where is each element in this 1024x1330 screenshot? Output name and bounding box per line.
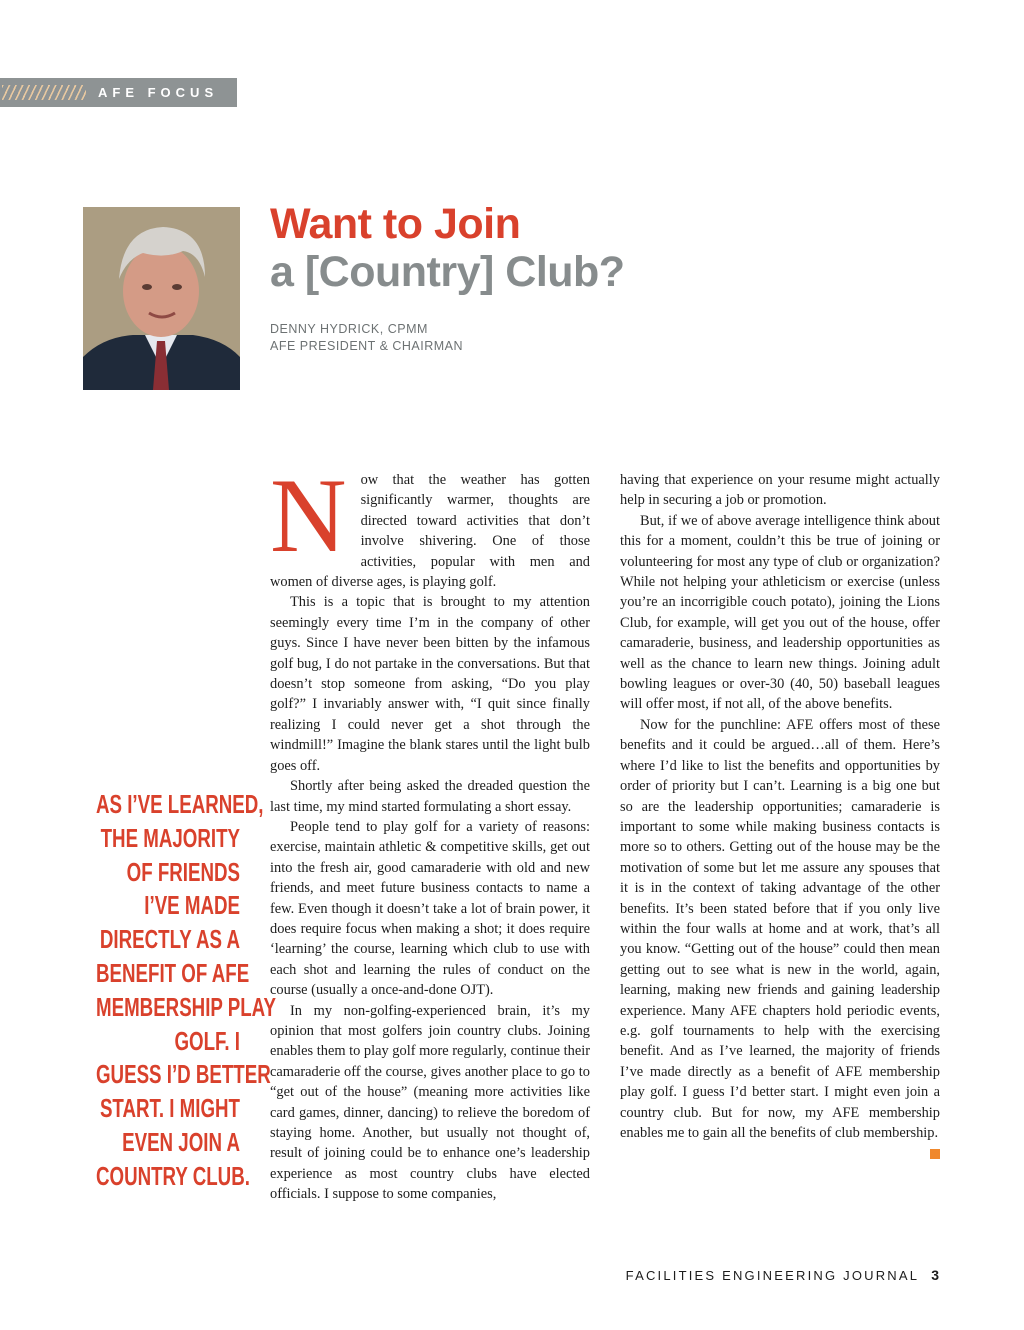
pull-quote [96,788,276,1194]
journal-name: FACILITIES ENGINEERING JOURNAL [625,1268,920,1283]
paragraph: People tend to play golf for a variety of reasons: exercise, maintain athletic & competitive skills, get out into the fresh air, good camaraderie with old and new friends, and meet future business contacts to name a few. Even though it doesn’t take a lot of brain power, it does require focus when making a shot; it does require ‘learning’ the course, learning which club to use with each shot and learning the rules of conduct on the course (usually a once-and-done OJT). [270,818,590,999]
end-mark-icon [930,1149,940,1159]
pull-quote-line: GOLF. I [174,1025,240,1056]
paragraph: Shortly after being asked the dreaded question the last time, my mind started formulating a short essay. [270,778,590,815]
pull-quote-line: COUNTRY CLUB. [96,1160,250,1191]
paragraph: But, if we of above average intelligence think about this for a moment, couldn’t this be true of joining or volunteering for most any type of club or organization? While not helping your athleticism or exercise (unless you’re an incorrigible couch potato), joining the Lions Club, for example, will get you out of the house, offer camaraderie, business, and leadership opportunities as well as the chance to learn new things. Joining adult bowling leagues or over-30 (40, 50) baseball leagues will offer most, if not all, of the above benefits. [620,512,940,713]
byline [270,321,625,355]
paragraph: In my non-golfing-experienced brain, it’s my opinion that most golfers join country clubs. Joining enables them to play golf more regularly, continue their camaraderie off the course, gives another place to go to “get out of the house” (meaning more activities like card games, dinner, dancing) to relieve the boredom of staying home. Another, but usually not thought of, result of joining could be to enhance one’s leadership experience as most country clubs have elected officials. I suppose to some companies, [270,1002,590,1203]
paragraph [270,457,590,592]
pull-quote-line: OF FRIENDS [126,856,240,887]
author-role: AFE PRESIDENT & CHAIRMAN [270,339,464,353]
page-number: 3 [931,1267,939,1283]
paragraph: This is a topic that is brought to my attention seemingly every time I’m in the company of other guys. Since I have never been bitten by the infamous golf bug, I do not partake in the conversations. But that doesn’t stop someone from asking, “Do you play golf?” I invariably answer with, “I quit since finally realizing I could never get a shot through the windmill!” Imagine the blank stares until the light bulb goes off. [270,594,590,774]
paragraph-text: ow that the weather has gotten significantly warmer, thoughts are directed toward activities that don’t involve shivering. One of those activities, popular with men and women of diverse ages, is playing golf. [270,472,590,591]
body-column-2 [620,470,940,1159]
drop-cap: N [270,457,347,574]
author-name: DENNY HYDRICK, CPMM [270,322,428,336]
paragraph [620,715,940,1144]
section-label: AFE FOCUS [98,85,219,100]
pull-quote-line: START. I MIGHT [99,1093,240,1124]
article-title-line1: Want to Join [270,200,521,248]
pull-quote-line: AS I’VE LEARNED, [96,789,264,819]
pull-quote-line: GUESS I’D BETTER [96,1059,271,1090]
pull-quote-line: MEMBERSHIP PLAY [96,991,276,1022]
author-portrait-illustration [83,207,240,390]
pull-quote-line: I’VE MADE [144,890,240,921]
paragraph: having that experience on your resume might actually help in securing a job or promotion. [620,472,940,509]
paragraph-text: Now for the punchline: AFE offers most of these benefits and it could be argued…all of them. Here’s where I’d like to list the benefits and opportunities by order of priority but I can’t. Learning is a big one but so are the leadership opportunities; camaraderie is important to some while making business contacts is more so to others. Getting out of the house may be the motivation of some but let me assure any spouses that it is in the context of taking advantage of the other benefits. It’s been stated before that if you only live within the four walls at home and at work, that’s all you know. “Getting out of the house” could then mean getting out to see what is new in the world, again, learning, making new friends and gaining leadership experience. Many AFE chapters hold periodic events, e.g. golf tournaments to help with the exercising benefit. And as I’ve learned, the majority of friends I’ve made directly as a benefit of AFE membership play golf. I guess I’d better start. I might even join a country club. But for now, my AFE membership enables me to gain all the benefits of club membership. [620,716,940,1141]
pull-quote-line: EVEN JOIN A [122,1126,240,1157]
stripes-decoration [2,85,86,100]
pull-quote-line: DIRECTLY AS A [99,924,240,955]
article-header [270,200,625,355]
body-column-1 [270,457,590,1205]
page-footer [626,1267,939,1283]
pull-quote-line: THE MAJORITY [100,822,240,853]
author-photo [83,207,240,390]
article-title-line2: a [Country] Club? [270,248,625,296]
pull-quote-line: BENEFIT OF AFE [96,957,250,988]
section-tab [0,78,237,107]
